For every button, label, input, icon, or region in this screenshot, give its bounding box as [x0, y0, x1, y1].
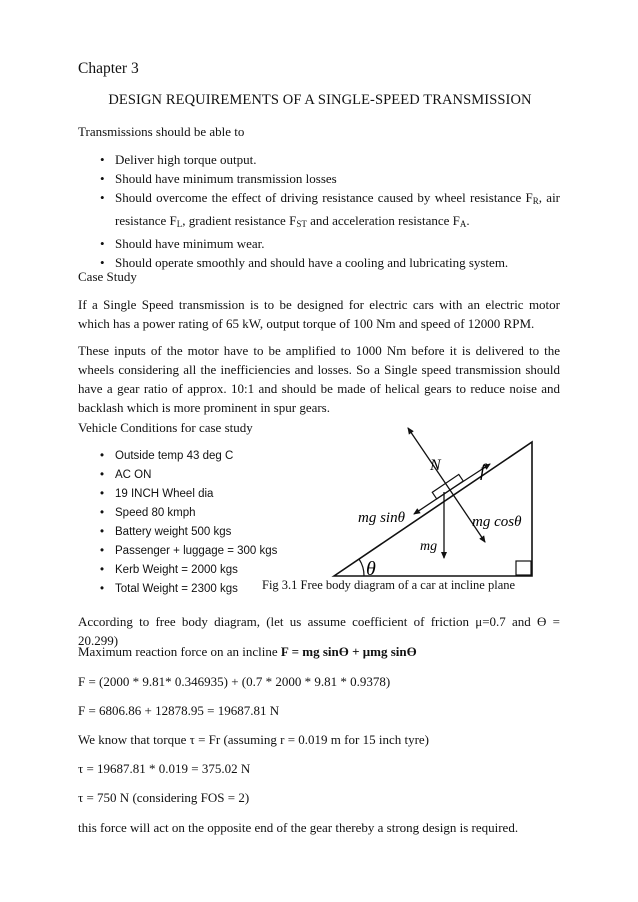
calc-line-6: τ = 19687.81 * 0.019 = 375.02 N — [78, 761, 251, 776]
list-item-text: Battery weight 500 kgs — [115, 526, 232, 538]
figure-caption: Fig 3.1 Free body diagram of a car at incline plane — [262, 578, 516, 592]
case-study-title: Case Study — [78, 269, 137, 284]
force-formula: F = mg sinӨ + μmg sinӨ — [280, 644, 417, 659]
list-item-text: Should operate smoothly and should have a cooling and lubricating system. — [115, 255, 509, 270]
label-mg-cos: mg cosθ — [472, 514, 522, 530]
case-paragraph-2: These inputs of the motor have to be amplified to 1000 Nm before it is delivered to the wheels considering all the inefficiencies and losses. So a Single speed transmission should have a gear ratio of approx. 10:1 and should be made of helical gears to reduce noise and backlash which is more prominent in spur gears. — [78, 343, 560, 415]
list-item — [78, 169, 560, 188]
calc-line-2 — [78, 642, 560, 661]
list-item-text: Deliver high torque output. — [115, 152, 257, 167]
list-item-text: Kerb Weight = 2000 kgs — [115, 564, 238, 576]
intro-text: Transmissions should be able to — [78, 124, 245, 139]
calc-line-5: We know that torque τ = Fr (assuming r = 0.019 m for 15 inch tyre) — [78, 732, 429, 747]
subscript: ST — [296, 219, 307, 229]
list-item-text: , air resistance F — [115, 190, 561, 228]
calc-line-7: τ = 750 N (considering FOS = 2) — [78, 790, 250, 805]
list-item-text: Should overcome the effect of driving resistance caused by wheel resistance F — [115, 190, 533, 205]
list-item — [78, 523, 338, 542]
calc-line-8: this force will act on the opposite end of the gear thereby a strong design is required. — [78, 820, 519, 835]
normal-force-arrow — [408, 428, 450, 490]
list-item-text: AC ON — [115, 469, 152, 481]
list-item-text: Passenger + luggage = 300 kgs — [115, 545, 278, 557]
case-paragraph-1: If a Single Speed transmission is to be designed for electric cars with an electric motor which has a power rating of 65 kW, output torque of 100 Nm and speed of 12000 RPM. — [78, 297, 560, 331]
calc-line-3: F = (2000 * 9.81* 0.346935) + (0.7 * 2000 * 9.81 * 0.9378) — [78, 674, 391, 689]
list-item-text: . — [466, 213, 470, 228]
label-n: N — [430, 457, 441, 474]
section-heading: DESIGN REQUIREMENTS OF A SINGLE-SPEED TRANSMISSION — [108, 92, 532, 108]
list-item-text: Should have minimum transmission losses — [115, 171, 337, 186]
right-angle-marker — [516, 561, 531, 575]
list-item-text: and acceleration resistance F — [306, 213, 460, 228]
list-item-text: Should have minimum wear. — [115, 236, 265, 251]
calc-line-4: F = 6806.86 + 12878.95 = 19687.81 N — [78, 703, 280, 718]
list-item-text: Total Weight = 2300 kgs — [115, 583, 238, 595]
list-item — [78, 504, 338, 523]
list-item-text: 19 INCH Wheel dia — [115, 488, 214, 500]
requirements-list — [78, 150, 560, 272]
calc-line-1: According to free body diagram, (let us assume coefficient of friction μ=0.7 and Ө = 20.299) — [78, 614, 560, 648]
free-body-diagram — [330, 440, 564, 580]
chapter-label: Chapter 3 — [78, 60, 139, 77]
list-item — [78, 447, 338, 466]
label-theta: θ — [366, 558, 376, 580]
label-f: f — [480, 460, 486, 480]
vehicle-conditions-list — [78, 447, 338, 599]
list-item — [78, 542, 338, 561]
vehicle-conditions-title: Vehicle Conditions for case study — [78, 420, 253, 435]
list-item-text: , gradient resistance F — [182, 213, 297, 228]
list-item — [78, 150, 560, 169]
subscript: R — [532, 196, 539, 206]
label-mg-sin: mg sinθ — [358, 510, 405, 526]
label-mg: mg — [420, 539, 438, 554]
calc-text: Maximum reaction force on an incline — [78, 644, 281, 659]
list-item — [78, 485, 338, 504]
list-item-text: Speed 80 kmph — [115, 507, 196, 519]
list-item — [78, 188, 560, 234]
list-item-text: Outside temp 43 deg C — [115, 450, 234, 462]
list-item — [78, 466, 338, 485]
subscript: A — [459, 219, 467, 229]
list-item — [78, 234, 560, 253]
angle-arc — [359, 559, 364, 576]
subscript: L — [176, 219, 183, 229]
